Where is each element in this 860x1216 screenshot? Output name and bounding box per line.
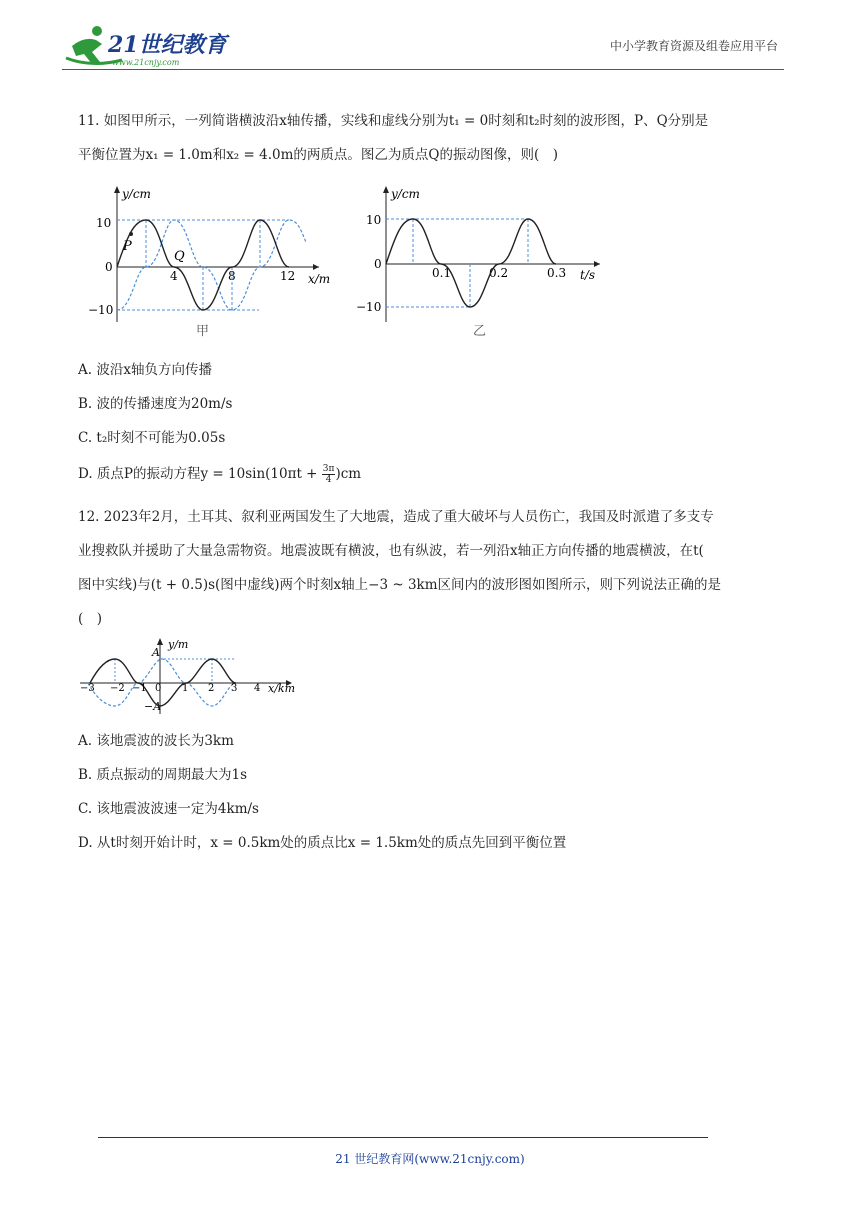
q11-option-d-prefix: D. 质点P的振动方程y = 10sin(10πt + [78,466,322,482]
q11-option-d[interactable] [78,464,361,485]
fraction-denominator: 4 [325,475,332,485]
q11-figure-yi [350,182,610,342]
point-q-label: Q [174,249,185,264]
yi-xtick-02: 0.2 [489,266,509,280]
yi-ytick-0: 0 [374,257,382,271]
q12-x-label: x/km [268,682,296,695]
q12-line2: 业搜救队并援助了大量急需物资。地震波既有横波，也有纵波，若一列沿x轴正方向传播的地震横波，在t( [78,543,704,559]
jia-xtick-8: 8 [228,269,236,283]
q12-option-c[interactable]: C. 该地震波波速一定为4km/s [78,801,259,817]
yi-y-label: y/cm [391,187,420,201]
q11-option-d-suffix: )cm [335,466,362,482]
jia-solid-wave [117,220,289,310]
q12-option-a[interactable]: A. 该地震波的波长为3km [78,733,234,749]
fraction-numerator: 3π [322,464,335,474]
q12-xtick-2: 2 [208,683,215,694]
q12-amp-neg: −A [144,700,162,713]
q11-stem [78,104,784,172]
jia-xtick-12: 12 [280,269,296,283]
q12-line1: 12. 2023年2月，土耳其、叙利亚两国发生了大地震，造成了重大破坏与人员伤亡，我国及时派遣了多支专 [78,509,714,525]
header-divider [62,69,784,70]
q12-option-b[interactable]: B. 质点振动的周期最大为1s [78,767,248,783]
q11-line1: 11. 如图甲所示，一列简谐横波沿x轴传播，实线和虚线分别为t₁ = 0时刻和t₂时刻的波形图，P、Q分别是 [78,113,709,129]
yi-ytick-10: 10 [366,213,382,227]
q12-stem [78,500,784,636]
point-p-marker [129,232,133,236]
jia-ytick-0: 0 [105,260,113,274]
q11-option-c[interactable]: C. t₂时刻不可能为0.05s [78,430,226,446]
point-p-label: P [123,239,132,254]
logo-text: 21世纪教育 [108,32,227,58]
q12-y-label: y/m [168,638,189,651]
footer-divider [98,1137,708,1138]
jia-x-label: x/m [308,272,331,286]
q11-figure-jia [84,182,331,342]
q11-option-a[interactable]: A. 波沿x轴负方向传播 [78,362,212,378]
jia-ytick-neg10: −10 [88,303,114,317]
q12-xtick-neg2: −2 [110,683,125,694]
q12-amp-pos: A [152,646,160,659]
q12-line3: 图中实线)与(t + 0.5)s(图中虚线)两个时刻x轴上−3 ~ 3km区间内的波形图如图所示，则下列说法正确的是 [78,577,722,593]
yi-xtick-03: 0.3 [547,266,567,280]
q11-option-d-fraction [322,464,336,485]
yi-ytick-neg10: −10 [356,300,382,314]
q12-option-d[interactable]: D. 从t时刻开始计时，x = 0.5km处的质点比x = 1.5km处的质点先回到平衡位置 [78,835,567,851]
logo-url: www.21cnjy.com [112,58,180,67]
jia-caption: 甲 [196,324,210,339]
q11-line2: 平衡位置为x₁ = 1.0m和x₂ = 4.0m的两质点。图乙为质点Q的振动图像，则( ) [78,147,558,163]
yi-x-label: t/s [580,268,596,282]
q12-xtick-4: 4 [254,683,261,694]
yi-xtick-01: 0.1 [432,266,452,280]
q12-xtick-1: 1 [182,683,189,694]
site-logo [62,22,232,70]
q12-xtick-3: 3 [231,683,238,694]
q12-xtick-neg3: −3 [80,683,95,694]
yi-vibration-curve [386,219,556,307]
jia-ytick-10: 10 [96,216,112,230]
jia-dashed-wave [117,220,306,310]
q12-figure [78,636,308,716]
q12-line4: ( ) [78,611,103,627]
q12-xtick-0: 0 [155,683,162,694]
footer-text[interactable]: 21 世纪教育网(www.21cnjy.com) [335,1152,525,1166]
jia-y-label: y/cm [122,187,151,201]
q12-xtick-neg1: −1 [132,683,147,694]
q11-option-b[interactable]: B. 波的传播速度为20m/s [78,396,233,412]
yi-caption: 乙 [473,324,487,339]
jia-xtick-4: 4 [170,269,178,283]
header-platform-text: 中小学教育资源及组卷应用平台 [609,39,778,53]
